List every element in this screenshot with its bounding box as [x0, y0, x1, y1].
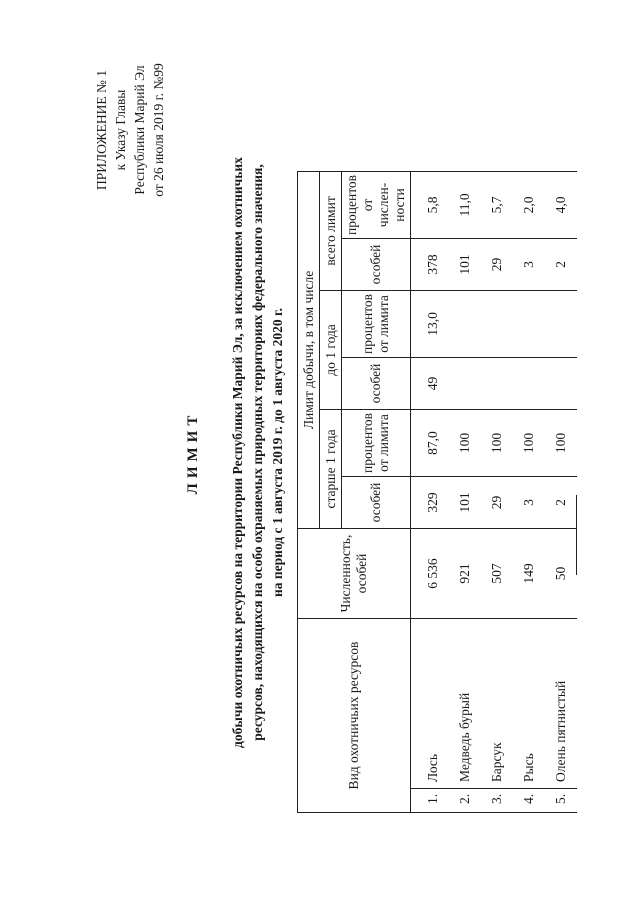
row-number: 3. — [481, 789, 513, 813]
subtitle-line-3: на период с 1 августа 2019 г. до 1 августа 2020 г. — [270, 307, 285, 598]
species-name: Олень пятнистый — [545, 619, 577, 789]
subtitle-line-2: ресурсов, находящихся на особо охраняемых природных территориях федерального значения, — [250, 164, 265, 741]
total-individuals-value: 2 — [545, 238, 577, 290]
total-percent-value: 2,0 — [513, 171, 545, 238]
subtitle-line-1: добычи охотничьих ресурсов на территории Республики Марий Эл, за исключением охотничьих — [230, 157, 245, 748]
header-younger-individuals: особей — [342, 357, 411, 409]
header-older-individuals: особей — [342, 477, 411, 529]
older-individuals-value: 101 — [449, 477, 481, 529]
species-name: Медведь бурый — [449, 619, 481, 789]
older-percent-value: 100 — [545, 409, 577, 476]
table-row — [449, 171, 481, 812]
row-number: 4. — [513, 789, 545, 813]
younger-individuals-value — [513, 357, 545, 409]
younger-individuals-value — [481, 357, 513, 409]
total-percent-value: 5,8 — [411, 171, 450, 238]
appendix-line-3: Республики Марий Эл — [132, 65, 147, 195]
table-row — [481, 171, 513, 812]
total-individuals-value: 3 — [513, 238, 545, 290]
appendix-line-4: от 26 июля 2019 г. №99 — [151, 63, 166, 197]
younger-individuals-value — [449, 357, 481, 409]
row-number: 1. — [411, 789, 450, 813]
row-number: 5. — [545, 789, 577, 813]
younger-percent-value: 13,0 — [411, 290, 450, 357]
older-percent-value: 100 — [449, 409, 481, 476]
older-percent-value: 100 — [481, 409, 513, 476]
population-value: 921 — [449, 529, 481, 619]
population-value: 149 — [513, 529, 545, 619]
header-population: Численность, особей — [298, 529, 411, 619]
table-row — [545, 171, 577, 812]
closing-rule — [576, 495, 577, 575]
total-percent-value: 4,0 — [545, 171, 577, 238]
population-value: 50 — [545, 529, 577, 619]
table-row — [411, 171, 450, 812]
table-row — [513, 171, 545, 812]
older-individuals-value: 2 — [545, 477, 577, 529]
younger-percent-value — [545, 290, 577, 357]
younger-percent-value — [449, 290, 481, 357]
species-name: Рысь — [513, 619, 545, 789]
header-older: старше 1 года — [320, 409, 342, 528]
older-individuals-value: 29 — [481, 477, 513, 529]
older-individuals-value: 329 — [411, 477, 450, 529]
appendix-line-2: к Указу Главы — [113, 89, 128, 171]
header-older-percent: процентов от лимита — [342, 409, 411, 476]
older-individuals-value: 3 — [513, 477, 545, 529]
species-name: Барсук — [481, 619, 513, 789]
limit-table — [297, 171, 577, 813]
total-percent-value: 5,7 — [481, 171, 513, 238]
row-number: 2. — [449, 789, 481, 813]
population-value: 6 536 — [411, 529, 450, 619]
total-individuals-value: 378 — [411, 238, 450, 290]
header-total: всего лимит — [320, 171, 342, 290]
younger-percent-value — [513, 290, 545, 357]
document-title: ЛИМИТ — [185, 410, 201, 495]
header-total-individuals: особей — [342, 238, 411, 290]
appendix-block — [92, 45, 168, 215]
header-limit: Лимит добычи, в том числе — [298, 171, 320, 528]
species-name: Лось — [411, 619, 450, 789]
younger-individuals-value: 49 — [411, 357, 450, 409]
header-younger-percent: процентов от лимита — [342, 290, 411, 357]
younger-individuals-value — [545, 357, 577, 409]
older-percent-value: 100 — [513, 409, 545, 476]
older-percent-value: 87,0 — [411, 409, 450, 476]
header-species: Вид охотничьих ресурсов — [298, 619, 411, 813]
header-total-percent: процентов от числен-ности — [342, 171, 411, 238]
population-value: 507 — [481, 529, 513, 619]
table-body — [411, 171, 578, 812]
total-individuals-value: 29 — [481, 238, 513, 290]
younger-percent-value — [481, 290, 513, 357]
appendix-line-1: ПРИЛОЖЕНИЕ № 1 — [94, 69, 109, 191]
total-percent-value: 11,0 — [449, 171, 481, 238]
table-header — [298, 171, 411, 812]
header-younger: до 1 года — [320, 290, 342, 409]
total-individuals-value: 101 — [449, 238, 481, 290]
